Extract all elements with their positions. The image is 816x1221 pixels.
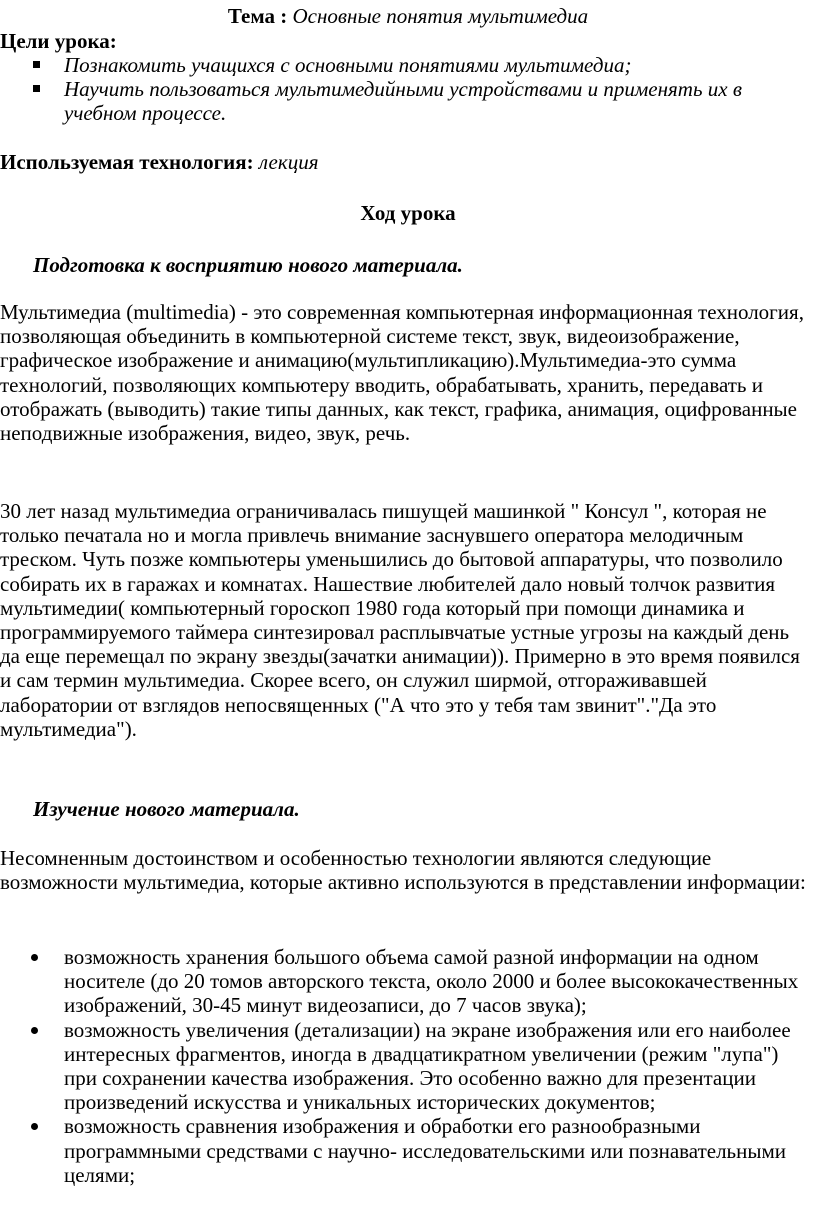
goal-item [0, 77, 800, 125]
topic-label: Тема : [227, 4, 288, 28]
goals-heading: Цели урока: [0, 29, 117, 53]
round-bullet-icon [31, 954, 38, 961]
feature-item-text: возможность сравнения изображения и обработки его разнообразными программными средствами с научно- исследовательскими или познавательными целями; [64, 1114, 787, 1187]
technology-label: Используемая технология: [0, 150, 254, 174]
goals-list [0, 53, 800, 125]
feature-item-text: возможность хранения большого объема самой разной информации на одном носителе (до 20 томов авторского текста, около 2000 и более высококачественных изображений, 30-45 минут видеозаписи, до 7 часов звука); [64, 945, 799, 1018]
square-bullet-icon [33, 85, 40, 92]
feature-item-text: возможность увеличения (детализации) на экране изображения или его наиболее интересных фрагментов, иногда в двадцатикратном увеличении (режим "лупа") при сохранении качества изображения. Это особенно важно для презентации произведений искусства и уникальных исторических документов; [64, 1017, 791, 1115]
technology-line [0, 150, 318, 174]
goal-item-text: Научить пользоваться мультимедийными устройствами и применять их в учебном процессе. [64, 77, 742, 125]
technology-value: лекция [258, 150, 319, 174]
section-title-new-material: Изучение нового материала. [33, 797, 300, 821]
goal-item [0, 53, 800, 77]
section-title-preparation: Подготовка к восприятию нового материала. [33, 253, 463, 277]
topic-line [0, 4, 816, 28]
round-bullet-icon [31, 1027, 38, 1034]
features-list [0, 945, 816, 1187]
paragraph-intro: Несомненным достоинством и особенностью технологии являются следующие возможности мультимедиа, которые активно используются в представлении информации: [0, 846, 806, 895]
paragraph-definition: Мультимедиа (multimedia) - это современная компьютерная информационная технология, позволяющая объединить в компьютерной системе текст, звук, видеоизображение, графическое изображение и анимацию(мультипликацию).Мультимедиа-это сумма технологий, позволяющих компьютеру вводить, обрабатывать, хранить, передавать и отображать (выводить) такие типы данных, как текст, графика, анимация, оцифрованные неподвижные изображения, видео, звук, речь. [0, 300, 804, 446]
feature-item [0, 1114, 816, 1187]
feature-item [0, 945, 816, 1018]
square-bullet-icon [33, 61, 40, 68]
goal-item-text: Познакомить учащихся с основными понятиями мультимедиа; [64, 53, 632, 77]
lesson-course-heading: Ход урока [360, 201, 456, 225]
topic-value: Основные понятия мультимедиа [292, 4, 589, 28]
feature-item [0, 1018, 816, 1115]
round-bullet-icon [31, 1123, 38, 1130]
paragraph-history: 30 лет назад мультимедиа ограничивалась пишущей машинкой " Консул ", которая не только печатала но и могла привлечь внимание заснувшего оператора мелодичным треском. Чуть позже компьютеры уменьшились до бытовой аппаратуры, что позволило собирать их в гаражах и комнатах. Нашествие любителей дало новый толчок развития мультимедии( компьютерный гороскоп 1980 года который при помощи динамика и программируемого таймера синтезировал расплывчатые устные угрозы на каждый день да еще перемещал по экрану звезды(зачатки анимации)). Примерно в это время появился и сам термин мультимедиа. Скорее всего, он служил ширмой, отгораживавшей лаборатории от взглядов непосвященных ("А что это у тебя там звинит"."Да это мультимедиа"). [0, 499, 800, 741]
